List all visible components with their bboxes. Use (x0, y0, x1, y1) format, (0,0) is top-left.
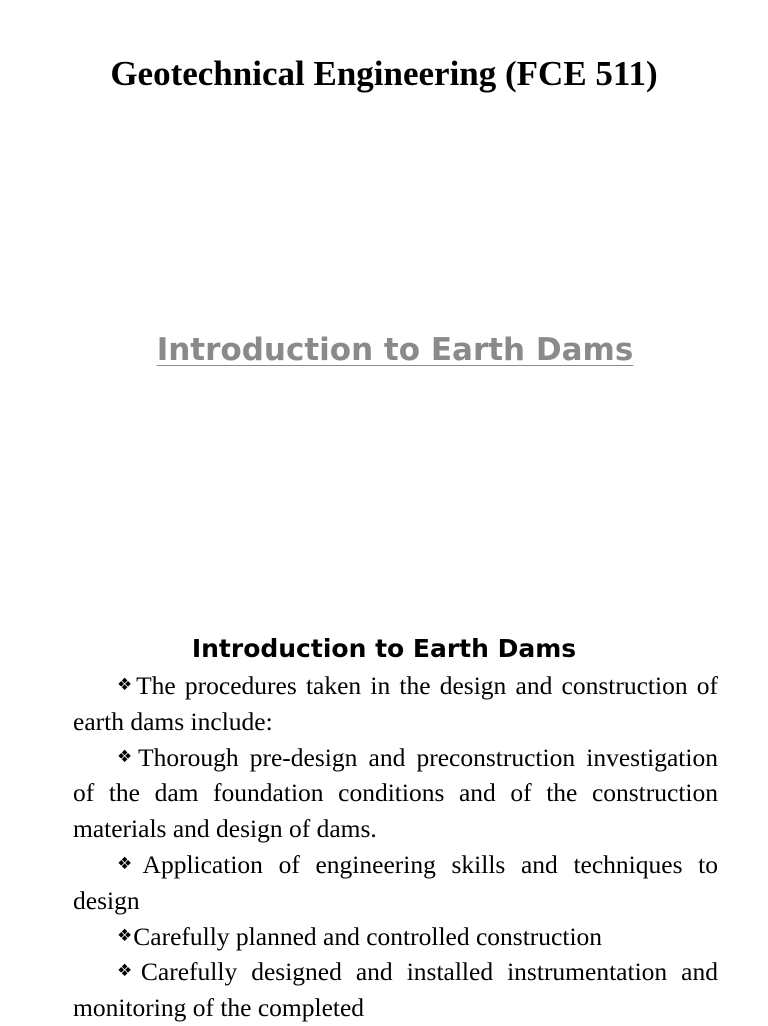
bullet-item (73, 668, 718, 740)
slide-subtitle-link[interactable]: Introduction to Earth Dams (156, 332, 634, 368)
four-diamond-bullet-icon: ❖ (117, 961, 140, 982)
bullet-item (73, 740, 718, 847)
bullet-item (73, 847, 718, 919)
bullet-text: Application of engineering skills and techniques to design (73, 849, 718, 915)
section-heading: Introduction to Earth Dams (191, 634, 577, 663)
bullet-item (73, 954, 718, 1026)
four-diamond-bullet-icon: ❖ (117, 925, 133, 946)
bullet-text: Thorough pre-design and preconstruction investigation of the dam foundation conditions and of the construction materials and design of dams. (73, 742, 718, 844)
bullet-text: Carefully designed and installed instrumentation and monitoring of the completed (73, 957, 718, 1023)
bullet-item (73, 919, 718, 955)
bullet-text: The procedures taken in the design and construction of earth dams include: (73, 671, 718, 736)
page-title: Geotechnical Engineering (FCE 511) (110, 54, 658, 93)
bullet-text: Carefully planned and controlled construction (133, 921, 603, 951)
four-diamond-bullet-icon: ❖ (117, 746, 138, 767)
four-diamond-bullet-icon: ❖ (117, 853, 142, 874)
four-diamond-bullet-icon: ❖ (117, 675, 136, 695)
bullet-list (73, 668, 718, 1026)
